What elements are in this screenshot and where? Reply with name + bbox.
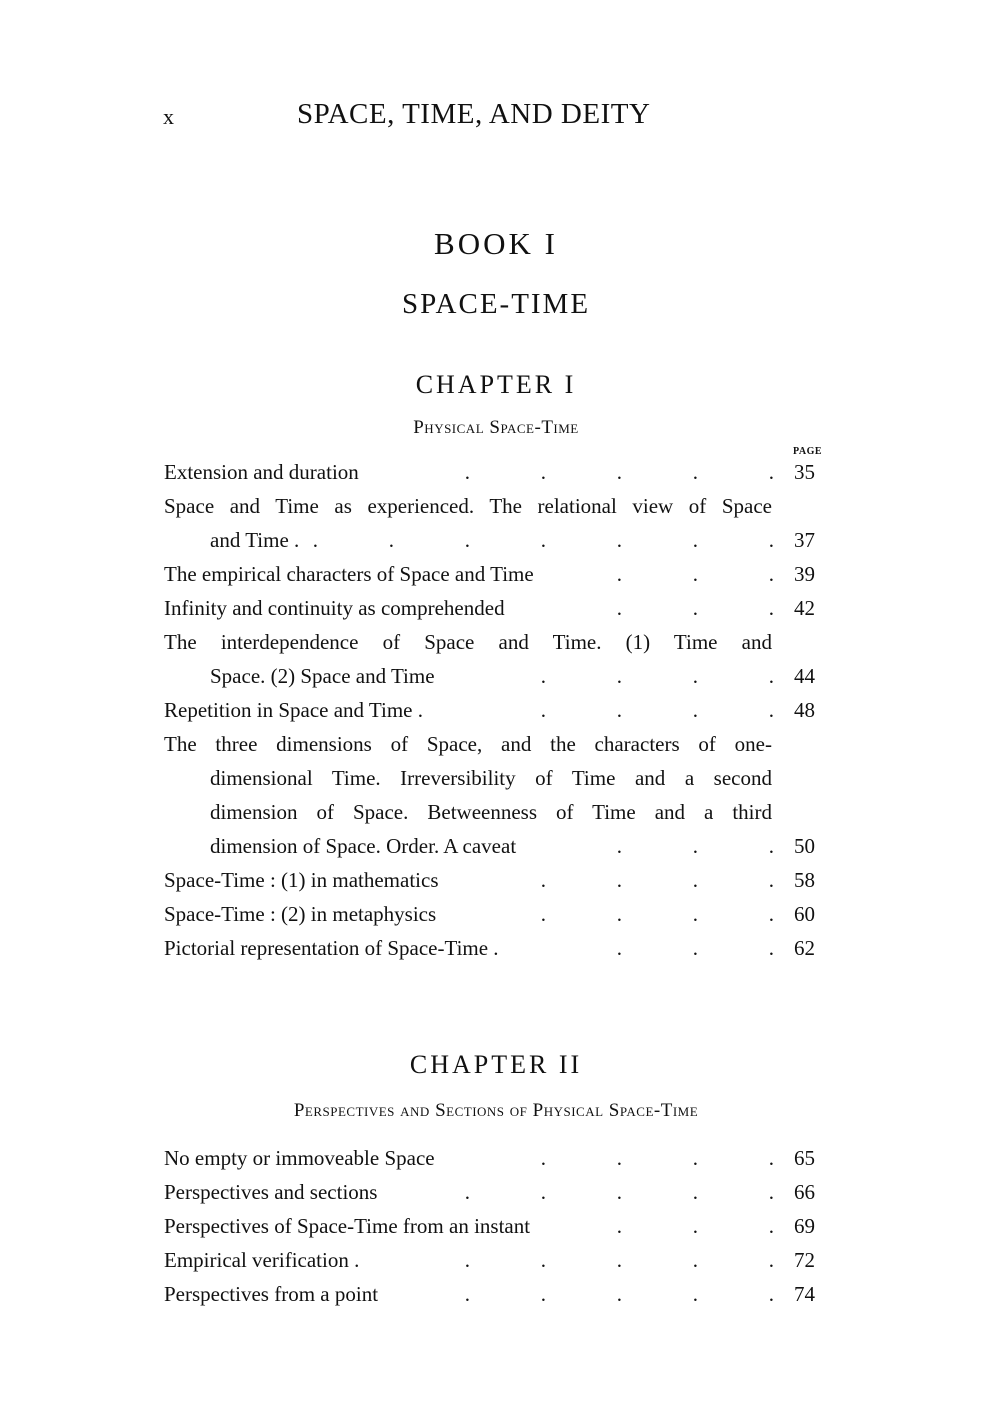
- toc-entry-text: Space and Time as experienced. The relational view of Space: [164, 494, 772, 518]
- leader-dots: . . .: [616, 562, 774, 586]
- toc-page-number: 58: [794, 868, 815, 892]
- chapter-1-label: CHAPTER I: [415, 370, 577, 399]
- toc-entry-line: [164, 761, 834, 795]
- leader-dots: . . . . . . .: [312, 528, 774, 552]
- toc-entry-text: Empirical verification .: [164, 1248, 360, 1272]
- toc-entry-text: dimension of Space. Betweenness of Time and a third: [210, 800, 772, 824]
- running-head: [0, 98, 1000, 138]
- toc-entry-text: dimensional Time. Irreversibility of Time and a second: [210, 766, 772, 790]
- toc-entry-line: [164, 1175, 834, 1209]
- toc-page-number: 69: [794, 1214, 815, 1238]
- toc-entry-line: [164, 863, 834, 897]
- toc-entry-line: [164, 591, 834, 625]
- toc-entry-line: [164, 727, 834, 761]
- leader-dots: . . . . .: [464, 1248, 774, 1272]
- toc-page-number: 66: [794, 1180, 815, 1204]
- chapter-2-contents: [164, 1141, 834, 1311]
- toc-page-number: 74: [794, 1282, 815, 1306]
- toc-entry-line: [164, 1243, 834, 1277]
- toc-entry-text: Pictorial representation of Space-Time .: [164, 936, 499, 960]
- toc-entry-text: Perspectives from a point: [164, 1282, 379, 1306]
- chapter-1-subtitle: Physical Space-Time: [413, 417, 579, 438]
- toc-page-number: 44: [794, 664, 815, 688]
- leader-dots: . . . . .: [464, 460, 774, 484]
- toc-entry-line: [164, 523, 834, 557]
- chapter-1-contents: [164, 455, 834, 965]
- toc-entry-text: Space-Time : (2) in metaphysics: [164, 902, 437, 926]
- toc-page-number: 35: [794, 460, 815, 484]
- toc-page-number: 50: [794, 834, 815, 858]
- page-folio: x: [163, 104, 174, 129]
- leader-dots: . . . .: [540, 902, 774, 926]
- toc-entry-line: [164, 489, 834, 523]
- toc-entry-line: [164, 897, 834, 931]
- toc-entry-text: Repetition in Space and Time .: [164, 698, 423, 722]
- page-column-label: PAGE: [793, 446, 823, 457]
- toc-entry-text: Space-Time : (1) in mathematics: [164, 868, 439, 892]
- toc-page-number: 72: [794, 1248, 815, 1272]
- toc-page-number: 42: [794, 596, 815, 620]
- book-label: BOOK I: [434, 226, 558, 261]
- leader-dots: . . . . .: [464, 1180, 774, 1204]
- toc-entry-text: Perspectives and sections: [164, 1180, 378, 1204]
- toc-page-number: 65: [794, 1146, 815, 1170]
- toc-page-number: 39: [794, 562, 815, 586]
- toc-entry-text: Infinity and continuity as comprehended: [164, 596, 505, 620]
- toc-entry-line: [164, 829, 834, 863]
- toc-page-number: 62: [794, 936, 815, 960]
- toc-entry-text: and Time .: [210, 528, 300, 552]
- leader-dots: . . . .: [540, 698, 774, 722]
- leader-dots: . . . . .: [464, 1282, 774, 1306]
- toc-entry-text: The empirical characters of Space and Time: [164, 562, 534, 586]
- toc-entry-line: [164, 1141, 834, 1175]
- leader-dots: . . .: [616, 834, 774, 858]
- toc-entry-text: Space. (2) Space and Time: [210, 664, 435, 688]
- toc-entry-line: [164, 659, 834, 693]
- toc-entry-text: The three dimensions of Space, and the characters of one-: [164, 732, 772, 756]
- toc-entry-text: Perspectives of Space-Time from an instant: [164, 1214, 531, 1238]
- toc-entry-text: dimension of Space. Order. A caveat: [210, 834, 517, 858]
- chapter-2-subtitle: Perspectives and Sections of Physical Space-Time: [293, 1100, 699, 1121]
- toc-entry-line: [164, 625, 834, 659]
- toc-entry-line: [164, 1209, 834, 1243]
- leader-dots: . . .: [616, 936, 774, 960]
- leader-dots: . . . .: [540, 664, 774, 688]
- toc-entry-line: [164, 1277, 834, 1311]
- leader-dots: . . . .: [540, 868, 774, 892]
- toc-entry-text: Extension and duration: [164, 460, 359, 484]
- toc-entry-line: [164, 931, 834, 965]
- toc-entry-text: No empty or immoveable Space: [164, 1146, 435, 1170]
- toc-entry-line: [164, 455, 834, 489]
- book-title: SPACE-TIME: [401, 288, 591, 320]
- running-title: SPACE, TIME, AND DEITY: [297, 98, 651, 130]
- toc-entry-line: [164, 693, 834, 727]
- leader-dots: . . .: [616, 596, 774, 620]
- chapter-2-label: CHAPTER II: [409, 1050, 583, 1079]
- toc-page-number: 60: [794, 902, 815, 926]
- toc-page-number: 37: [794, 528, 815, 552]
- toc-entry-line: [164, 557, 834, 591]
- leader-dots: . . . .: [540, 1146, 774, 1170]
- leader-dots: . . .: [616, 1214, 774, 1238]
- toc-entry-line: [164, 795, 834, 829]
- toc-entry-text: The interdependence of Space and Time. (1) Time and: [164, 630, 772, 654]
- toc-page-number: 48: [794, 698, 815, 722]
